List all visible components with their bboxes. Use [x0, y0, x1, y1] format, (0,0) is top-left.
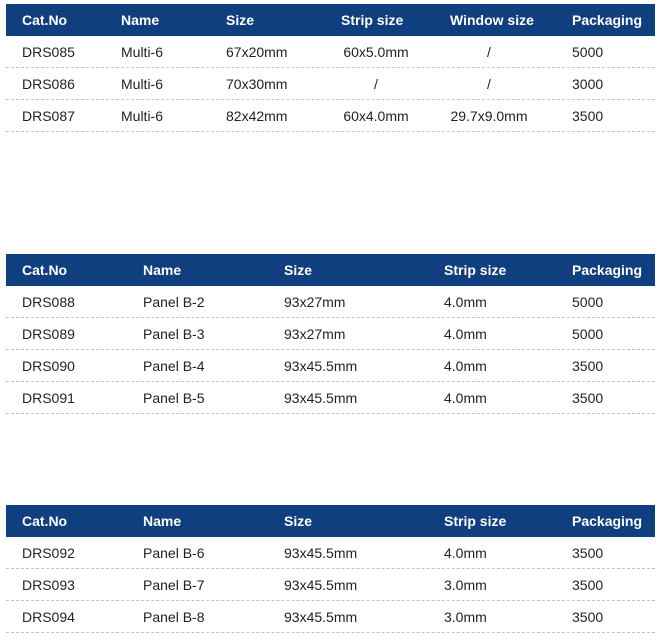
- header-packaging: Packaging: [572, 513, 643, 529]
- cell-size: 93x45.5mm: [284, 390, 358, 406]
- cell-packaging: 3500: [572, 108, 604, 124]
- cell-cat-no: DRS091: [22, 390, 75, 406]
- cell-name: Panel B-8: [143, 609, 205, 625]
- cell-name: Panel B-6: [143, 545, 205, 561]
- header-name: Name: [121, 12, 160, 28]
- cell-window-size: /: [487, 44, 491, 60]
- cell-packaging: 5000: [572, 44, 604, 60]
- header-size: Size: [284, 513, 313, 529]
- cell-cat-no: DRS086: [22, 76, 75, 92]
- table-row: [6, 36, 655, 68]
- cell-strip-size: 60x4.0mm: [343, 108, 409, 124]
- cell-window-size: 29.7x9.0mm: [450, 108, 528, 124]
- cell-strip-size: /: [374, 76, 378, 92]
- table-row: [6, 569, 655, 601]
- header-strip-size: Strip size: [341, 12, 404, 28]
- header-packaging: Packaging: [572, 262, 643, 278]
- table-row: [6, 382, 655, 414]
- cell-name: Multi-6: [121, 44, 164, 60]
- cell-cat-no: DRS085: [22, 44, 75, 60]
- cell-size: 93x45.5mm: [284, 358, 358, 374]
- header-size: Size: [284, 262, 313, 278]
- cell-size: 70x30mm: [226, 76, 288, 92]
- table-row: [6, 350, 655, 382]
- table-row: [6, 318, 655, 350]
- table-header: [6, 4, 655, 36]
- product-table-3: [6, 505, 655, 633]
- table-row: [6, 601, 655, 633]
- header-name: Name: [143, 262, 182, 278]
- cell-cat-no: DRS089: [22, 326, 75, 342]
- table-row: [6, 537, 655, 569]
- product-table-2: [6, 254, 655, 414]
- cell-size: 82x42mm: [226, 108, 288, 124]
- cell-cat-no: DRS090: [22, 358, 75, 374]
- cell-window-size: /: [487, 76, 491, 92]
- cell-packaging: 3500: [572, 577, 604, 593]
- cell-packaging: 5000: [572, 294, 604, 310]
- cell-size: 93x45.5mm: [284, 577, 358, 593]
- cell-strip-size: 4.0mm: [444, 294, 487, 310]
- table-row: [6, 68, 655, 100]
- header-cat-no: Cat.No: [22, 513, 68, 529]
- cell-name: Multi-6: [121, 108, 164, 124]
- cell-size: 93x27mm: [284, 294, 346, 310]
- cell-strip-size: 3.0mm: [444, 577, 487, 593]
- header-name: Name: [143, 513, 182, 529]
- table-header: [6, 254, 655, 286]
- cell-packaging: 3500: [572, 390, 604, 406]
- cell-cat-no: DRS092: [22, 545, 75, 561]
- header-strip-size: Strip size: [444, 262, 507, 278]
- cell-name: Panel B-4: [143, 358, 205, 374]
- header-packaging: Packaging: [572, 12, 643, 28]
- cell-size: 93x45.5mm: [284, 609, 358, 625]
- cell-packaging: 5000: [572, 326, 604, 342]
- table-row: [6, 100, 655, 132]
- cell-cat-no: DRS087: [22, 108, 75, 124]
- product-table-1: [6, 4, 655, 132]
- cell-cat-no: DRS094: [22, 609, 75, 625]
- cell-strip-size: 3.0mm: [444, 609, 487, 625]
- header-cat-no: Cat.No: [22, 12, 68, 28]
- header-cat-no: Cat.No: [22, 262, 68, 278]
- cell-packaging: 3000: [572, 76, 604, 92]
- header-strip-size: Strip size: [444, 513, 507, 529]
- cell-cat-no: DRS093: [22, 577, 75, 593]
- cell-packaging: 3500: [572, 545, 604, 561]
- cell-size: 67x20mm: [226, 44, 288, 60]
- cell-strip-size: 4.0mm: [444, 390, 487, 406]
- cell-cat-no: DRS088: [22, 294, 75, 310]
- cell-packaging: 3500: [572, 609, 604, 625]
- cell-size: 93x45.5mm: [284, 545, 358, 561]
- cell-name: Panel B-7: [143, 577, 205, 593]
- cell-size: 93x27mm: [284, 326, 346, 342]
- cell-strip-size: 4.0mm: [444, 358, 487, 374]
- cell-packaging: 3500: [572, 358, 604, 374]
- cell-name: Panel B-5: [143, 390, 205, 406]
- cell-strip-size: 60x5.0mm: [343, 44, 409, 60]
- header-window-size: Window size: [450, 12, 534, 28]
- cell-name: Panel B-3: [143, 326, 205, 342]
- cell-name: Panel B-2: [143, 294, 205, 310]
- cell-name: Multi-6: [121, 76, 164, 92]
- table-header: [6, 505, 655, 537]
- cell-strip-size: 4.0mm: [444, 326, 487, 342]
- cell-strip-size: 4.0mm: [444, 545, 487, 561]
- table-row: [6, 286, 655, 318]
- header-size: Size: [226, 12, 255, 28]
